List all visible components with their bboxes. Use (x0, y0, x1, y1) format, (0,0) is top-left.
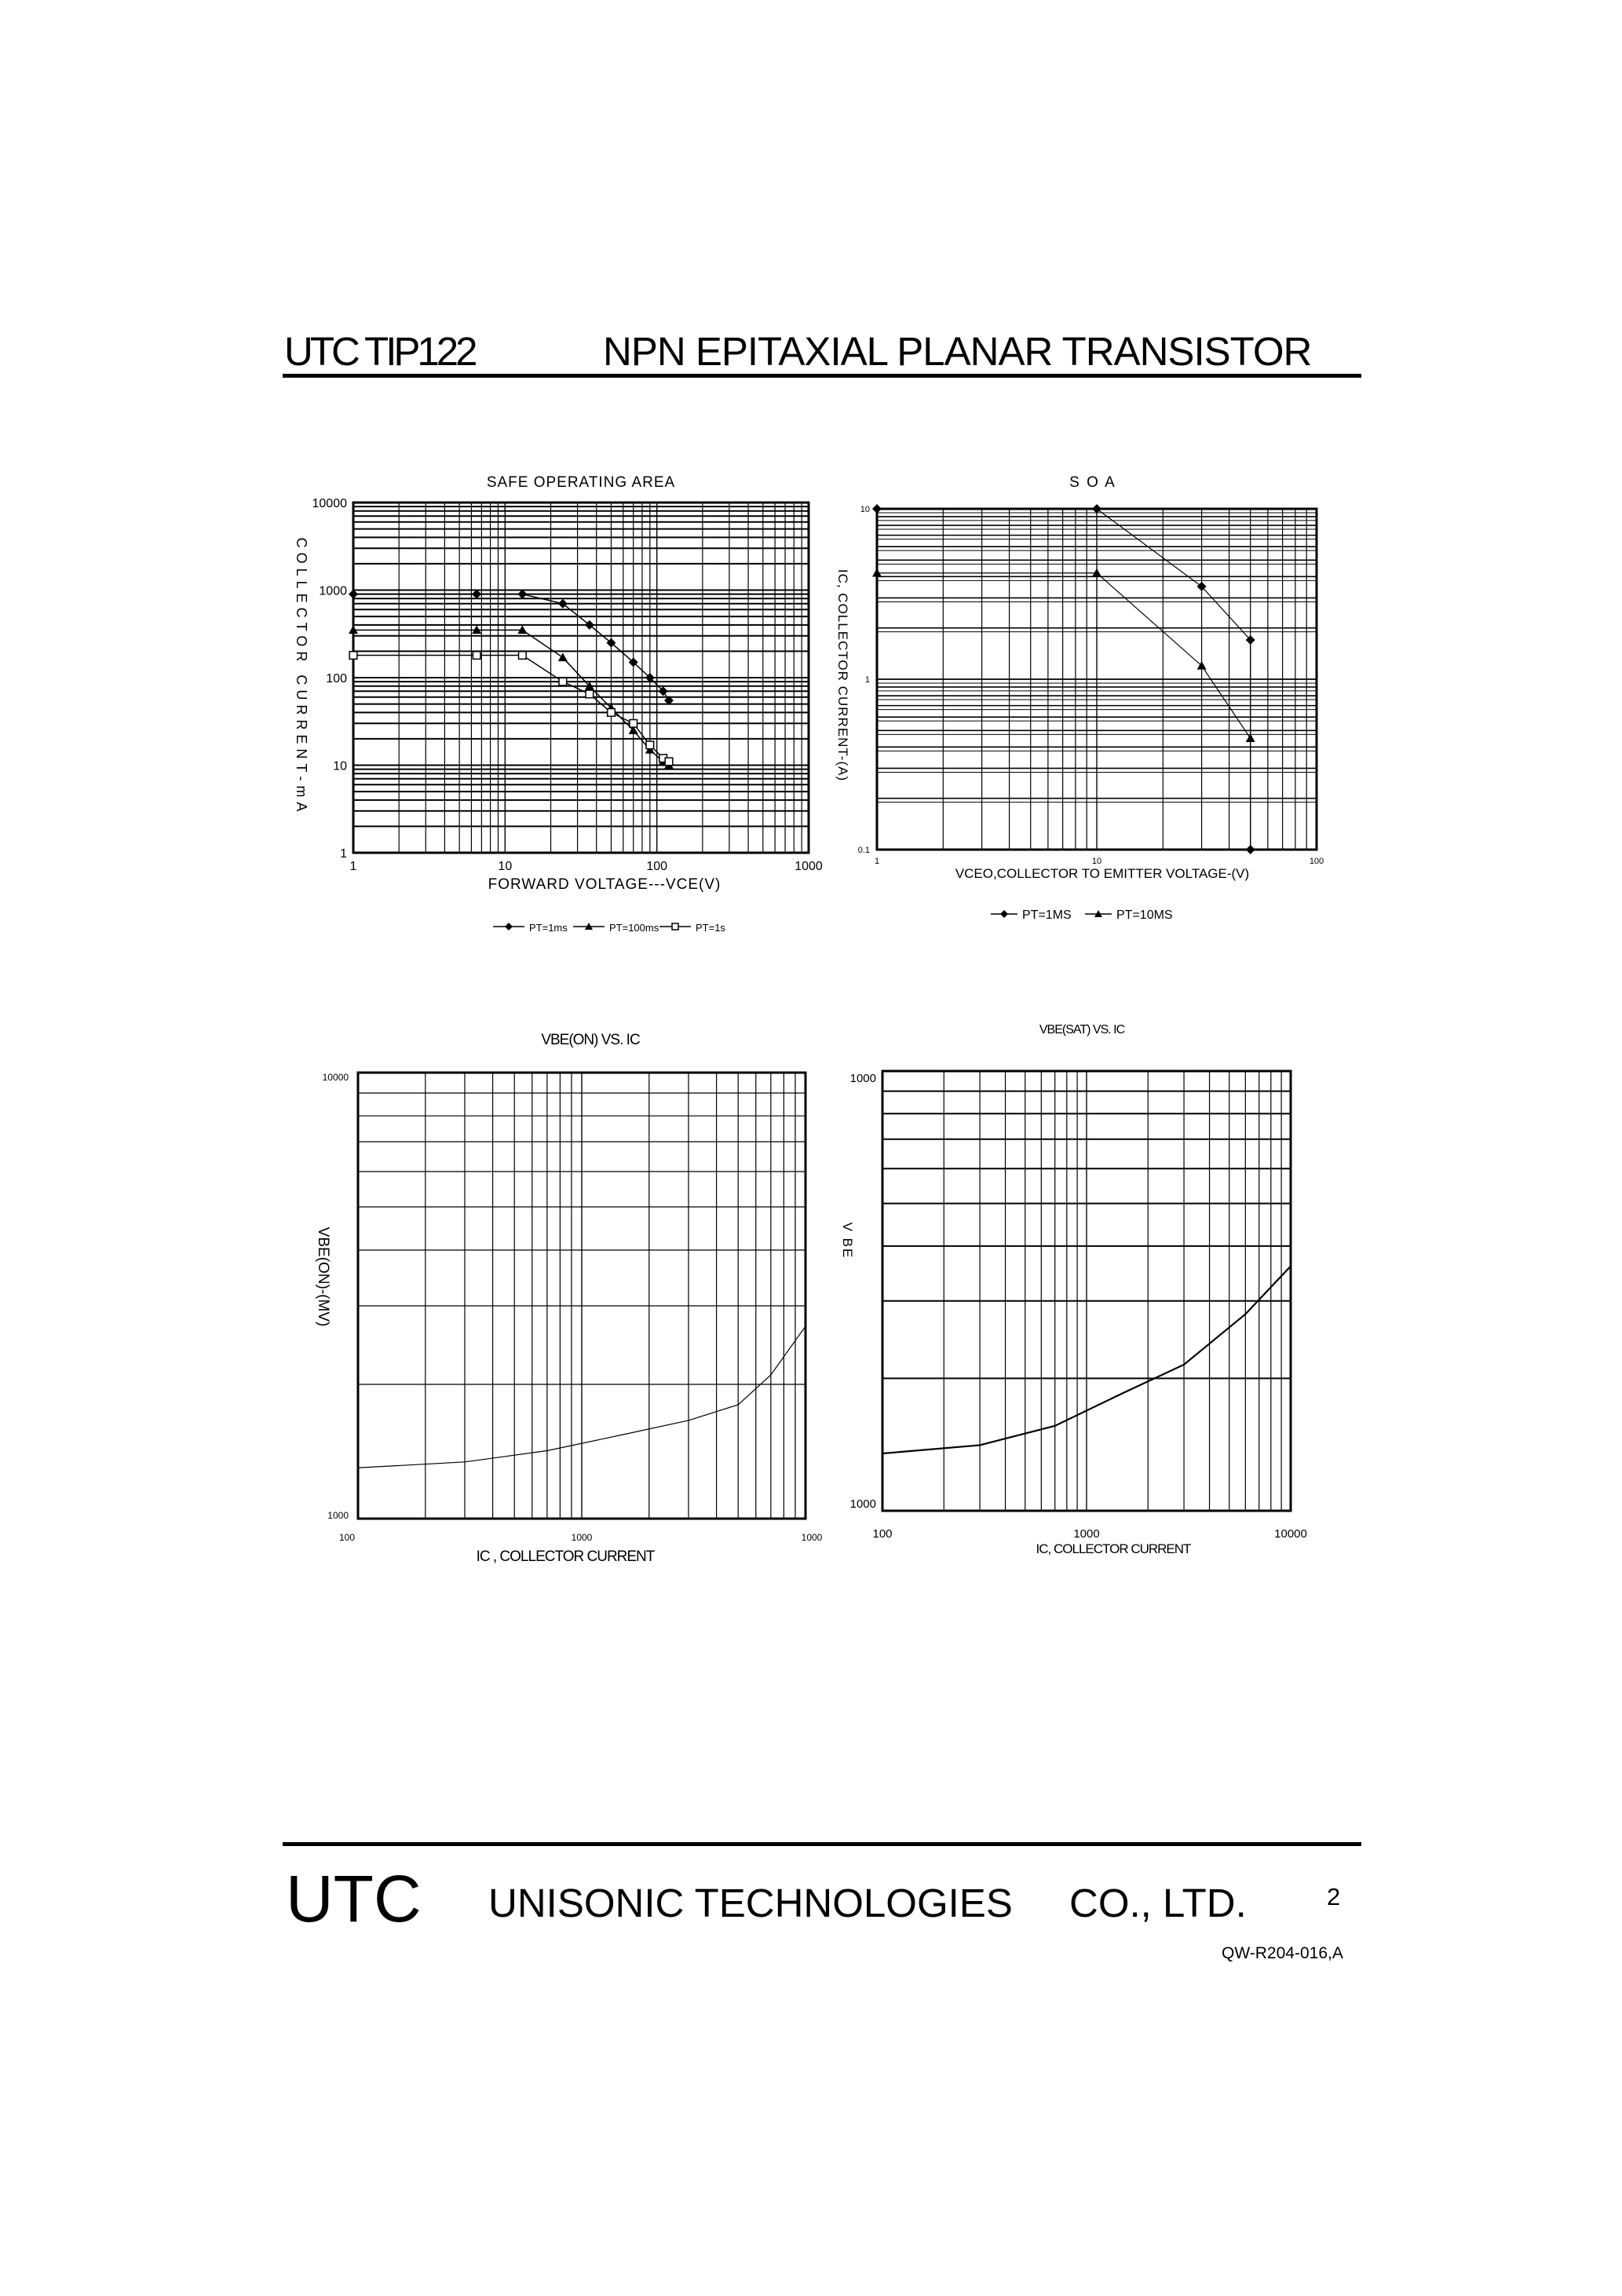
page-number: 2 (1327, 1883, 1341, 1910)
data-point-square (559, 678, 567, 686)
series-line (353, 656, 669, 762)
data-point-square (349, 652, 357, 660)
document-number: QW-R204-016,A (1222, 1944, 1343, 1962)
data-point-square (672, 923, 678, 930)
x-tick-label: 100 (1309, 857, 1324, 866)
x-axis-label: IC, COLLECTOR CURRENT (1036, 1541, 1191, 1556)
x-tick-label: 1000 (795, 860, 823, 873)
x-axis-label: VCEO,COLLECTOR TO EMITTER VOLTAGE-(V) (955, 866, 1250, 881)
chart-title: VBE(ON) VS. IC (541, 1032, 640, 1048)
y-tick-label: 10 (860, 505, 870, 514)
y-tick-label: 10000 (322, 1072, 349, 1083)
data-point-square (646, 741, 654, 749)
y-tick-label: 10000 (312, 497, 347, 510)
x-tick-label: 1 (874, 857, 880, 866)
y-axis-label: COLLECTOR CURRENT-mA (294, 537, 309, 817)
legend-label: PT=10MS (1116, 909, 1173, 922)
y-tick-label: 1000 (849, 1072, 876, 1085)
footer-logo: UTC (286, 1862, 422, 1936)
y-tick-label: 1 (340, 847, 347, 861)
data-point-triangle (1246, 733, 1255, 742)
data-point-square (665, 758, 673, 766)
x-tick-label: 1000 (1073, 1527, 1100, 1541)
x-tick-label: 100 (646, 860, 668, 873)
x-tick-label: 100 (872, 1527, 893, 1541)
x-axis-label: IC , COLLECTOR CURRENT (476, 1548, 655, 1565)
x-tick-label: 10000 (1274, 1527, 1307, 1541)
chart-title: SAFE OPERATING AREA (486, 474, 676, 491)
data-point-square (586, 690, 594, 698)
legend-label: PT=1s (696, 922, 725, 934)
data-point-diamond (1092, 504, 1101, 514)
legend-label: PT=1ms (529, 922, 568, 934)
y-tick-label: 1000 (849, 1497, 876, 1511)
y-tick-label: 1 (864, 675, 870, 685)
data-point-square (630, 720, 637, 728)
y-axis-label: V BE (840, 1222, 855, 1260)
chart-title: VBE(SAT) VS. IC (1039, 1023, 1125, 1036)
data-point-diamond (1000, 910, 1008, 918)
data-point-square (608, 709, 616, 717)
data-point-triangle (558, 653, 568, 661)
data-point-diamond (505, 923, 513, 930)
x-tick-label: 100 (338, 1532, 356, 1543)
x-tick-label: 1000 (801, 1532, 823, 1543)
x-tick-label: 1 (349, 860, 357, 873)
y-tick-label: 10 (333, 759, 347, 773)
footer-company: UNISONIC TECHNOLOGIES (488, 1881, 1013, 1925)
data-point-square (519, 652, 527, 660)
part-number: UTC TIP122 (284, 329, 475, 374)
footer-rule (283, 1842, 1361, 1846)
y-tick-label: 100 (326, 672, 347, 686)
x-tick-label: 1000 (571, 1532, 593, 1543)
legend-label: PT=100ms (609, 922, 659, 934)
legend-label: PT=1MS (1022, 909, 1072, 922)
y-tick-label: 1000 (327, 1510, 349, 1521)
y-axis-label: IC, COLLECTOR CURRENT-(A) (835, 569, 850, 782)
data-point-diamond (1246, 845, 1255, 854)
y-axis-label: VBE(ON)-(MV) (315, 1227, 331, 1327)
data-point-square (473, 652, 480, 660)
chart-title: S O A (1069, 474, 1116, 491)
x-tick-label: 10 (498, 860, 513, 873)
x-tick-label: 10 (1091, 857, 1102, 866)
y-tick-label: 1000 (319, 584, 347, 598)
y-tick-label: 0.1 (857, 846, 870, 855)
x-axis-label: FORWARD VOLTAGE---VCE(V) (488, 876, 721, 893)
footer-company-suffix: CO., LTD. (1069, 1881, 1247, 1925)
data-point-diamond (872, 504, 882, 514)
document-title: NPN EPITAXIAL PLANAR TRANSISTOR (603, 329, 1312, 374)
